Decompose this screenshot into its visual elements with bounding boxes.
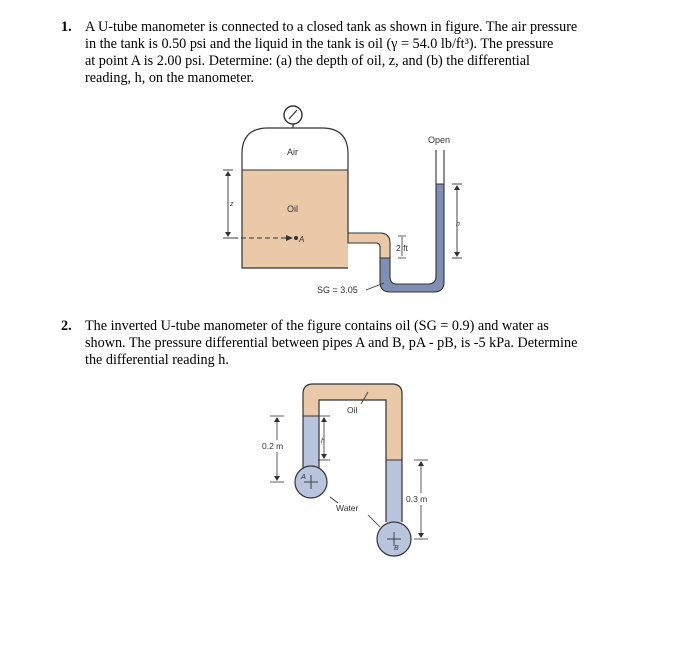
problem-2-line-2: shown. The pressure differential between pipes A and B, pA - pB, is -5 kPa. Determine [85, 335, 578, 351]
label-2ft: 2 ft [396, 243, 408, 253]
problem-1-line-3: at point A is 2.00 psi. Determine: (a) the depth of oil, z, and (b) the differential [85, 53, 530, 69]
label-a: A [299, 235, 305, 244]
problem-2-number: 2. [61, 318, 72, 334]
water-leader-a [330, 497, 338, 503]
label-oil: Oil [347, 405, 358, 415]
label-03m: 0.3 m [406, 494, 428, 504]
right-leg-water [386, 460, 402, 522]
label-z: z [230, 201, 234, 208]
problem-1-line-2: in the tank is 0.50 psi and the liquid in the tank is oil (γ = 54.0 lb/ft³). The pressure [85, 36, 554, 52]
label-h: h [321, 438, 325, 445]
label-water: Water [336, 503, 359, 513]
label-sg: SG = 3.05 [317, 285, 358, 295]
label-oil: Oil [287, 204, 298, 214]
label-h: h [456, 221, 460, 228]
problem-2-line-3: the differential reading h. [85, 352, 229, 368]
problem-1-line-1: A U-tube manometer is connected to a closed tank as shown in figure. The air pressure [85, 19, 578, 35]
label-b: B [394, 545, 399, 552]
problem-1-number: 1. [61, 19, 72, 35]
label-02m: 0.2 m [262, 441, 284, 451]
problem-2-line-1: The inverted U-tube manometer of the figure contains oil (SG = 0.9) and water as [85, 318, 549, 334]
label-a: A [301, 472, 307, 481]
label-open: Open [428, 135, 451, 145]
label-air: Air [287, 147, 298, 157]
left-leg-water [303, 416, 319, 468]
problem-1-line-4: reading, h, on the manometer. [85, 70, 255, 86]
water-leader-b [368, 515, 380, 527]
